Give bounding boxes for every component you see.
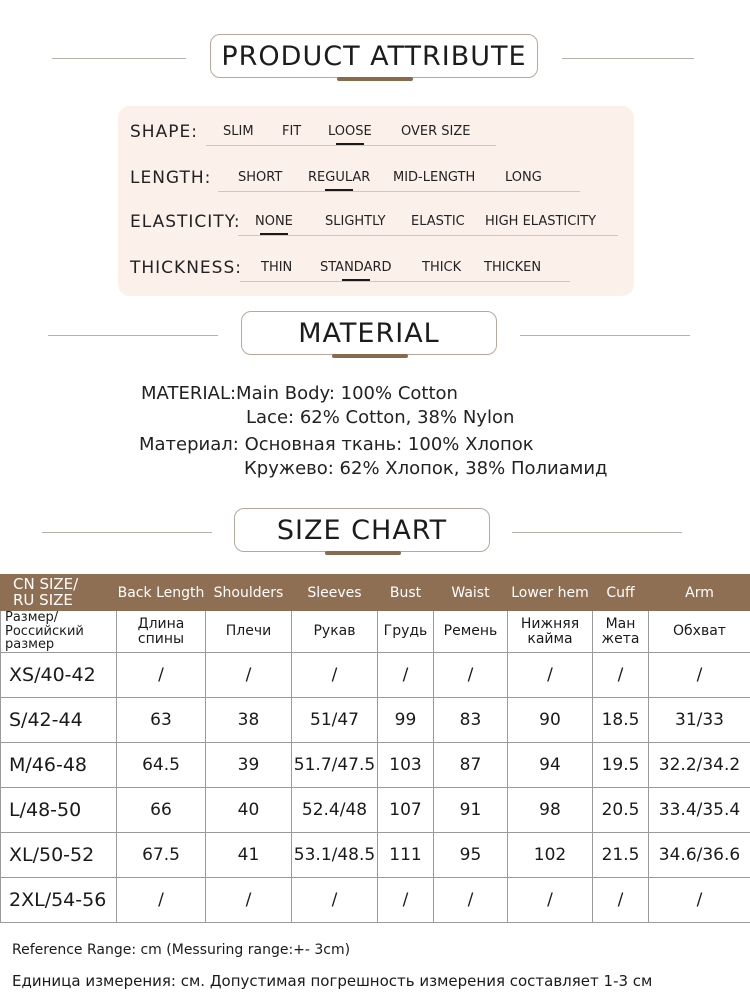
table-cell: 94 [508,743,593,788]
material-ru-label: Материал: [139,434,239,455]
material-en-value: Lace: 62% Cotton, 38% Nylon [246,407,515,428]
attribute-option: SLIM [223,124,254,139]
table-cell: / [292,653,378,698]
table-cell: 41 [206,833,292,878]
table-cell: 38 [206,698,292,743]
section-title: PRODUCT ATTRIBUTE [221,40,527,72]
table-cell: 90 [508,698,593,743]
title-underline [337,77,413,81]
divider [520,335,690,336]
column-subheader: Нижняя кайма [508,611,593,653]
table-cell: 66 [117,788,206,833]
material-en-line1 [141,383,458,404]
material-ru-value: Кружево: 62% Хлопок, 38% Полиамид [244,458,608,479]
attribute-label: THICKNESS: [130,258,242,278]
table-cell: 19.5 [593,743,649,788]
table-cell: 63 [117,698,206,743]
table-cell: / [508,878,593,923]
column-header: Arm [649,575,750,611]
table-cell: 21.5 [593,833,649,878]
row-rule [206,145,496,146]
table-cell: 40 [206,788,292,833]
size-chart-table [0,574,750,923]
column-subheader: Длина спины [117,611,206,653]
reference-note-ru: Единица измерения: см. Допустимая погрешность измерения составляет 1-3 см [12,972,653,990]
size-label-cell: XL/50-52 [1,833,117,878]
table-cell: 31/33 [649,698,750,743]
material-en-value: Main Body: 100% Cotton [236,383,458,404]
attribute-option: ELASTIC [411,214,465,229]
table-cell: 53.1/48.5 [292,833,378,878]
table-row [1,878,750,923]
material-ru-value: Основная ткань: 100% Хлопок [244,434,534,455]
section-title-pill [234,508,490,552]
table-cell: / [434,878,508,923]
table-cell: 32.2/34.2 [649,743,750,788]
table-cell: 39 [206,743,292,788]
column-subheader: Ман жета [593,611,649,653]
attribute-option: MID-LENGTH [393,170,476,185]
attribute-option: HIGH ELASTICITY [485,214,597,229]
material-en-line2 [246,407,514,428]
column-header: Back Length [117,575,206,611]
table-row [1,788,750,833]
column-subheader: Размер/ Российский размер [1,611,117,653]
attribute-option: FIT [282,124,302,139]
table-cell: / [649,878,750,923]
table-cell: 107 [378,788,434,833]
table-cell: / [292,878,378,923]
material-ru-line1 [139,434,534,455]
column-header: Sleeves [292,575,378,611]
section-title-pill [241,311,497,355]
section-title: SIZE CHART [276,514,448,546]
material-header [0,311,750,359]
size-label-cell: M/46-48 [1,743,117,788]
section-title-pill [210,34,538,78]
table-cell: / [117,653,206,698]
row-rule [218,191,580,192]
attribute-option: SHORT [238,170,283,185]
attribute-option: THICKEN [484,260,542,275]
column-subheader: Рукав [292,611,378,653]
title-underline [325,551,401,555]
table-cell: 51/47 [292,698,378,743]
table-cell: 102 [508,833,593,878]
product-attribute-header [0,34,750,82]
column-header: CN SIZE/ RU SIZE [1,575,117,611]
table-cell: 91 [434,788,508,833]
table-cell: / [117,878,206,923]
table-cell: 18.5 [593,698,649,743]
table-cell: / [206,653,292,698]
table-cell: / [378,653,434,698]
table-cell: 99 [378,698,434,743]
attribute-option: THIN [261,260,293,275]
attribute-option-selected: LOOSE [328,124,372,139]
table-row [1,833,750,878]
row-rule [240,281,570,282]
table-cell: 33.4/35.4 [649,788,750,833]
table-cell: 52.4/48 [292,788,378,833]
table-row [1,653,750,698]
table-cell: 87 [434,743,508,788]
table-cell: 64.5 [117,743,206,788]
attribute-label: ELASTICITY: [130,212,241,232]
table-cell: 103 [378,743,434,788]
table-cell: 98 [508,788,593,833]
attribute-row-thickness [118,252,634,282]
table-cell: 20.5 [593,788,649,833]
divider [52,58,186,59]
attribute-option: THICK [422,260,462,275]
material-en-label: MATERIAL: [141,383,237,404]
table-cell: 34.6/36.6 [649,833,750,878]
reference-note: Reference Range: cm (Messuring range:+- 3cm) [12,942,351,958]
divider [48,335,218,336]
column-header: Waist [434,575,508,611]
table-cell: / [649,653,750,698]
attribute-row-length [118,162,634,192]
size-label-cell: 2XL/54-56 [1,878,117,923]
table-cell: 51.7/47.5 [292,743,378,788]
size-label-cell: S/42-44 [1,698,117,743]
table-cell: 67.5 [117,833,206,878]
attribute-option: OVER SIZE [401,124,471,139]
divider [512,532,682,533]
material-ru-line2 [244,458,607,479]
column-subheader: Грудь [378,611,434,653]
table-cell: 83 [434,698,508,743]
section-title: MATERIAL [298,317,440,349]
column-subheader: Обхват [649,611,750,653]
table-cell: / [508,653,593,698]
size-label-cell: XS/40-42 [1,653,117,698]
divider [562,58,694,59]
table-header-row [1,575,750,611]
column-subheader: Ремень [434,611,508,653]
attribute-option-selected: NONE [255,214,293,229]
column-subheader: Плечи [206,611,292,653]
column-header: Cuff [593,575,649,611]
table-cell: / [593,878,649,923]
table-cell: 111 [378,833,434,878]
attribute-panel [118,106,634,296]
attribute-label: LENGTH: [130,168,212,188]
attribute-option: LONG [505,170,542,185]
divider [42,532,212,533]
table-subheader-row [1,611,750,653]
table-cell: / [593,653,649,698]
attribute-option: SLIGHTLY [325,214,386,229]
size-chart-header [0,508,750,556]
attribute-option-selected: REGULAR [308,170,371,185]
table-cell: 95 [434,833,508,878]
table-row [1,698,750,743]
table-cell: / [378,878,434,923]
table-row [1,743,750,788]
attribute-row-shape [118,116,634,146]
column-header: Bust [378,575,434,611]
attribute-row-elasticity [118,206,634,236]
attribute-option-selected: STANDARD [320,260,392,275]
column-header: Shoulders [206,575,292,611]
row-rule [238,235,618,236]
table-cell: / [206,878,292,923]
title-underline [332,354,408,358]
size-label-cell: L/48-50 [1,788,117,833]
column-header: Lower hem [508,575,593,611]
attribute-label: SHAPE: [130,122,198,142]
table-cell: / [434,653,508,698]
